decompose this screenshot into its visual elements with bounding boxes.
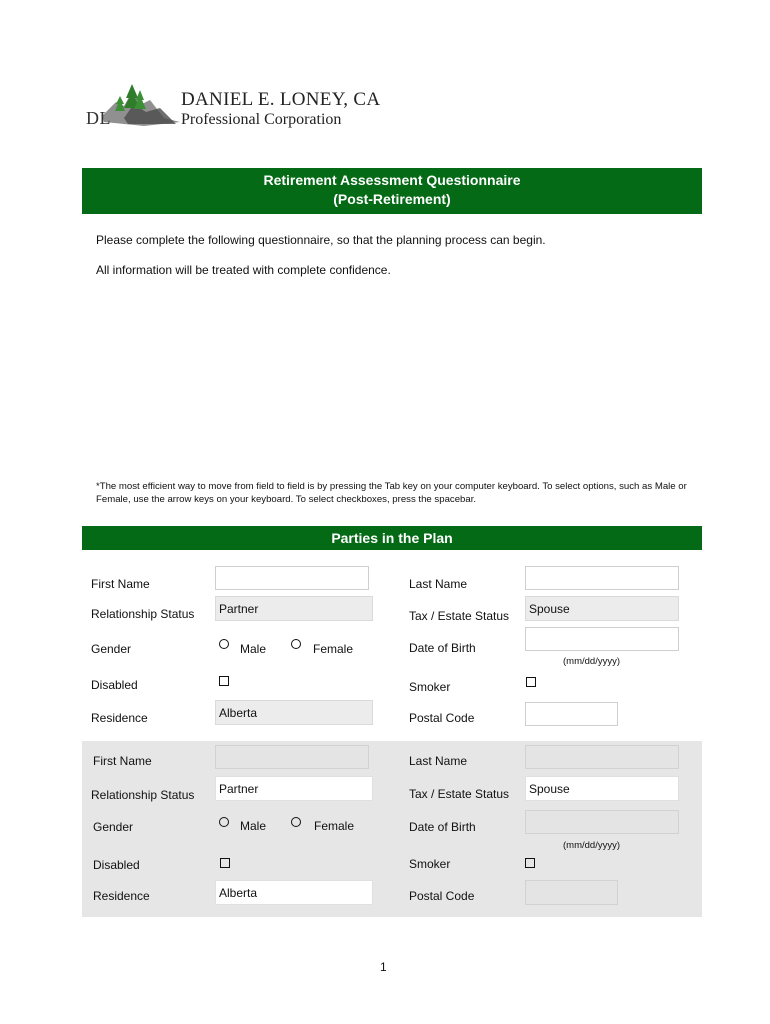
smoker-checkbox[interactable]: [526, 677, 536, 687]
tax-estate-status-select[interactable]: [525, 776, 679, 801]
date-of-birth-label: Date of Birth: [409, 641, 476, 655]
female-label: Female: [314, 819, 355, 833]
page-number: 1: [380, 960, 387, 974]
gender-label: Gender: [91, 642, 132, 656]
date-format-hint: (mm/dd/yyyy): [563, 840, 620, 851]
postal-code-input[interactable]: [525, 880, 618, 905]
last-name-label: Last Name: [409, 754, 468, 768]
date-of-birth-value: [526, 633, 529, 647]
male-label: Male: [240, 819, 267, 833]
date-of-birth-input[interactable]: [525, 810, 679, 834]
first-name-input[interactable]: [215, 566, 369, 590]
title-line-1: Retirement Assessment Questionnaire: [263, 172, 521, 188]
tax-estate-status-value: Spouse: [529, 602, 570, 616]
intro-text-2: All information will be treated with complete confidence.: [96, 263, 391, 277]
date-of-birth-label: Date of Birth: [409, 820, 476, 834]
first-name-label: First Name: [91, 577, 150, 591]
first-name-value: [216, 572, 219, 586]
title-banner: [82, 168, 702, 214]
tax-estate-status-value: Spouse: [529, 782, 570, 796]
first-name-label: First Name: [93, 754, 152, 768]
postal-code-value: [526, 708, 529, 722]
relationship-status-select[interactable]: [215, 776, 373, 801]
male-label: Male: [240, 642, 267, 656]
logo-initials: DL: [86, 108, 111, 128]
male-radio[interactable]: [219, 817, 229, 827]
date-of-birth-input[interactable]: [525, 627, 679, 651]
last-name-value: [526, 572, 529, 586]
gender-label: Gender: [93, 820, 134, 834]
postal-code-label: Postal Code: [409, 711, 475, 725]
company-name: DANIEL E. LONEY, CA: [181, 89, 381, 110]
disabled-checkbox[interactable]: [220, 858, 230, 868]
first-name-input[interactable]: [215, 745, 369, 769]
date-format-hint: (mm/dd/yyyy): [563, 656, 620, 667]
last-name-input[interactable]: [525, 566, 679, 590]
residence-select[interactable]: [215, 700, 373, 725]
last-name-input[interactable]: [525, 745, 679, 769]
residence-select[interactable]: [215, 880, 373, 905]
relationship-status-label: Relationship Status: [91, 607, 195, 621]
company-subtitle: Professional Corporation: [181, 111, 342, 128]
disabled-checkbox[interactable]: [219, 676, 229, 686]
tax-estate-status-select[interactable]: [525, 596, 679, 621]
last-name-value: [526, 751, 529, 765]
first-name-value: [216, 751, 219, 765]
female-radio[interactable]: [291, 639, 301, 649]
navigation-note: *The most efficient way to move from field to field is by pressing the Tab key on your computer keyboard. To select options, such as Male or Female, use the arrow keys on your keyboard. To select checkboxes, press the spacebar.: [96, 481, 687, 505]
male-radio[interactable]: [219, 639, 229, 649]
smoker-label: Smoker: [409, 680, 451, 694]
postal-code-input[interactable]: [525, 702, 618, 726]
tax-estate-status-label: Tax / Estate Status: [409, 609, 510, 623]
female-label: Female: [313, 642, 354, 656]
relationship-status-select[interactable]: [215, 596, 373, 621]
intro-text-1: Please complete the following questionnaire, so that the planning process can begin.: [96, 233, 546, 247]
relationship-status-value: Partner: [219, 602, 259, 616]
last-name-label: Last Name: [409, 577, 468, 591]
disabled-label: Disabled: [93, 858, 140, 872]
smoker-checkbox[interactable]: [525, 858, 535, 868]
parties-banner: Parties in the Plan: [82, 526, 702, 550]
date-of-birth-value: [526, 816, 529, 830]
relationship-status-value: Partner: [219, 782, 259, 796]
residence-value: Alberta: [219, 886, 258, 900]
tax-estate-status-label: Tax / Estate Status: [409, 787, 510, 801]
postal-code-label: Postal Code: [409, 889, 475, 903]
relationship-status-label: Relationship Status: [91, 788, 195, 802]
residence-label: Residence: [93, 889, 150, 903]
postal-code-value: [526, 886, 529, 900]
female-radio[interactable]: [291, 817, 301, 827]
disabled-label: Disabled: [91, 678, 138, 692]
smoker-label: Smoker: [409, 857, 451, 871]
residence-value: Alberta: [219, 706, 258, 720]
residence-label: Residence: [91, 711, 148, 725]
title-line-2: (Post-Retirement): [333, 191, 451, 207]
